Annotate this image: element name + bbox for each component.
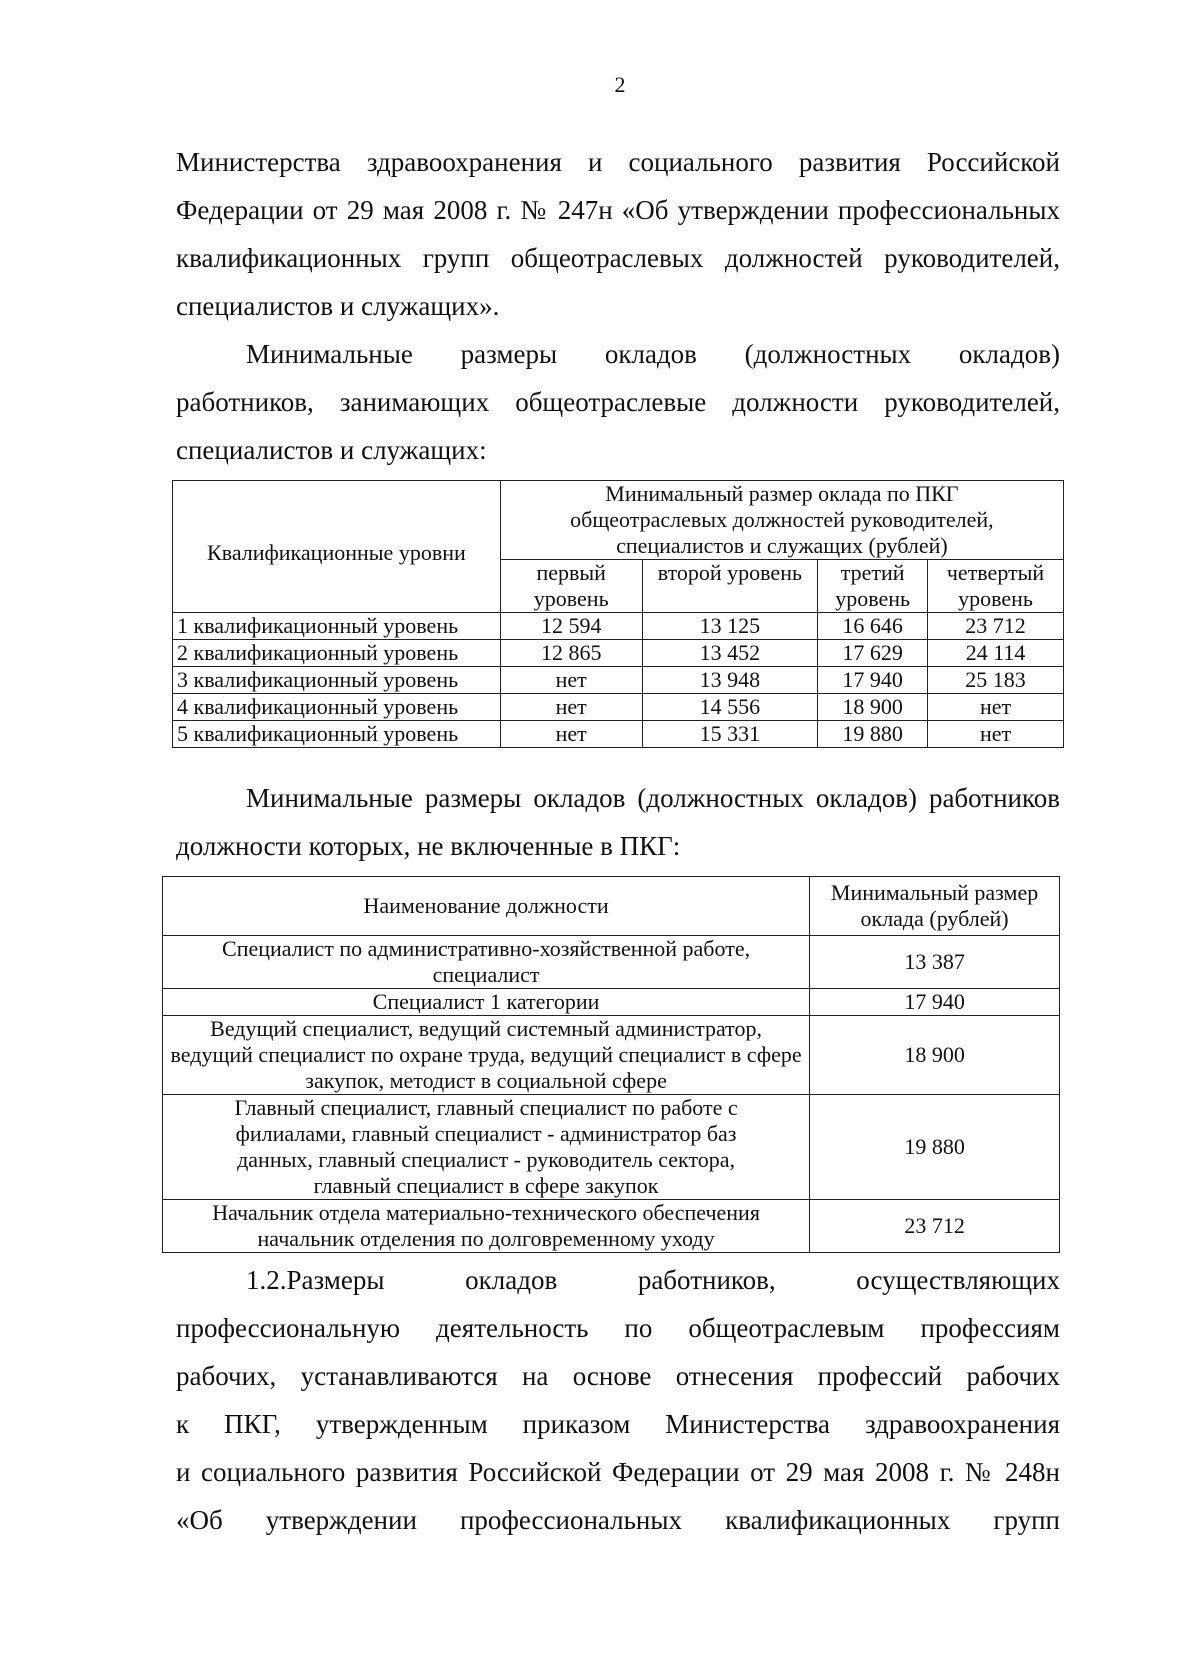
position-name: Специалист 1 категории (163, 989, 810, 1016)
col-header-qualification: Квалификационные уровни (173, 481, 501, 613)
page-number: 2 (614, 72, 626, 97)
row-label: 3 квалификационный уровень (173, 667, 501, 694)
cell-value: нет (928, 694, 1064, 721)
other-positions-table (162, 876, 1060, 1253)
position-salary: 13 387 (810, 936, 1060, 989)
text-line: должности которых, не включенные в ПКГ: (176, 831, 681, 861)
table-row (173, 667, 1064, 694)
text-line: Федерации от 29 мая 2008 г. № 247н «Об утверждении профессиональных (176, 195, 1060, 225)
text-line: Министерства здравоохранения и социального развития Российской (176, 147, 1060, 177)
cell-value: 25 183 (928, 667, 1064, 694)
cell-value: нет (500, 694, 642, 721)
section2-paragraph (176, 774, 1060, 870)
position-name: Главный специалист, главный специалист по работе с филиалами, главный специалист - администратор баз данных, главный специалист - руководитель сектора, главный специалист в сфере закупок (163, 1095, 810, 1200)
text-line: профессиональную деятельность по общеотраслевым профессиям (176, 1313, 1060, 1343)
position-salary: 17 940 (810, 989, 1060, 1016)
cell-value: 12 865 (500, 640, 642, 667)
table-row (163, 1016, 1060, 1095)
sub-header: второй уровень (642, 560, 818, 613)
cell-value: 17 940 (818, 667, 928, 694)
position-salary: 23 712 (810, 1200, 1060, 1253)
text-line: к ПКГ, утвержденным приказом Министерства здравоохранения (176, 1409, 1060, 1439)
table-row (163, 1095, 1060, 1200)
table-row (173, 640, 1064, 667)
table-row (163, 936, 1060, 989)
position-salary: 18 900 (810, 1016, 1060, 1095)
cell-value: 24 114 (928, 640, 1064, 667)
table-row (173, 694, 1064, 721)
text-line: Минимальные размеры окладов (должностных окладов) работников (246, 783, 1060, 813)
position-salary: 19 880 (810, 1095, 1060, 1200)
cell-value: нет (500, 721, 642, 748)
cell-value: 13 948 (642, 667, 818, 694)
row-label: 5 квалификационный уровень (173, 721, 501, 748)
cell-value: 13 452 (642, 640, 818, 667)
intro-paragraph (176, 138, 1060, 330)
cell-value: 15 331 (642, 721, 818, 748)
text-line: квалификационных групп общеотраслевых должностей руководителей, (176, 243, 1060, 273)
position-name: Специалист по административно-хозяйственной работе, специалист (163, 936, 810, 989)
sub-header: четвертый уровень (928, 560, 1064, 613)
col-header-position: Наименование должности (163, 877, 810, 936)
text-line: «Об утверждении профессиональных квалификационных групп (176, 1505, 1060, 1535)
table-row (163, 989, 1060, 1016)
row-label: 2 квалификационный уровень (173, 640, 501, 667)
text-line: и социального развития Российской Федерации от 29 мая 2008 г. № 248н (176, 1457, 1060, 1487)
position-name: Ведущий специалист, ведущий системный администратор, ведущий специалист по охране труда, ведущий специалист в сфере закупок, методист в социальной сфере (163, 1016, 810, 1095)
cell-value: 17 629 (818, 640, 928, 667)
cell-value: нет (928, 721, 1064, 748)
position-name: Начальник отдела материально-технического обеспечения начальник отделения по долговременному уходу (163, 1200, 810, 1253)
text-line: специалистов и служащих: (176, 435, 487, 465)
row-label: 1 квалификационный уровень (173, 613, 501, 640)
section3-paragraph (176, 1256, 1060, 1544)
sub-header: первый уровень (500, 560, 642, 613)
row-label: 4 квалификационный уровень (173, 694, 501, 721)
text-line: рабочих, устанавливаются на основе отнесения профессий рабочих (176, 1361, 1060, 1391)
cell-value: 13 125 (642, 613, 818, 640)
cell-value: 23 712 (928, 613, 1064, 640)
table-row (173, 721, 1064, 748)
salary-levels-table (172, 480, 1064, 748)
cell-value: 18 900 (818, 694, 928, 721)
text-line: работников, занимающих общеотраслевые должности руководителей, (176, 387, 1060, 417)
cell-value: 19 880 (818, 721, 928, 748)
text-line: 1.2.Размеры окладов работников, осуществляющих (246, 1265, 1060, 1295)
table-row (163, 1200, 1060, 1253)
section1-paragraph (176, 330, 1060, 474)
cell-value: 14 556 (642, 694, 818, 721)
text-line: Минимальные размеры окладов (должностных окладов) (246, 339, 1060, 369)
col-header-salary: Минимальный размер оклада (рублей) (810, 877, 1060, 936)
cell-value: 16 646 (818, 613, 928, 640)
cell-value: нет (500, 667, 642, 694)
text-line: специалистов и служащих». (176, 291, 500, 321)
cell-value: 12 594 (500, 613, 642, 640)
col-header-group: Минимальный размер оклада по ПКГ общеотраслевых должностей руководителей, специалистов и служащих (рублей) (500, 481, 1063, 560)
sub-header: третий уровень (818, 560, 928, 613)
table-row (173, 613, 1064, 640)
